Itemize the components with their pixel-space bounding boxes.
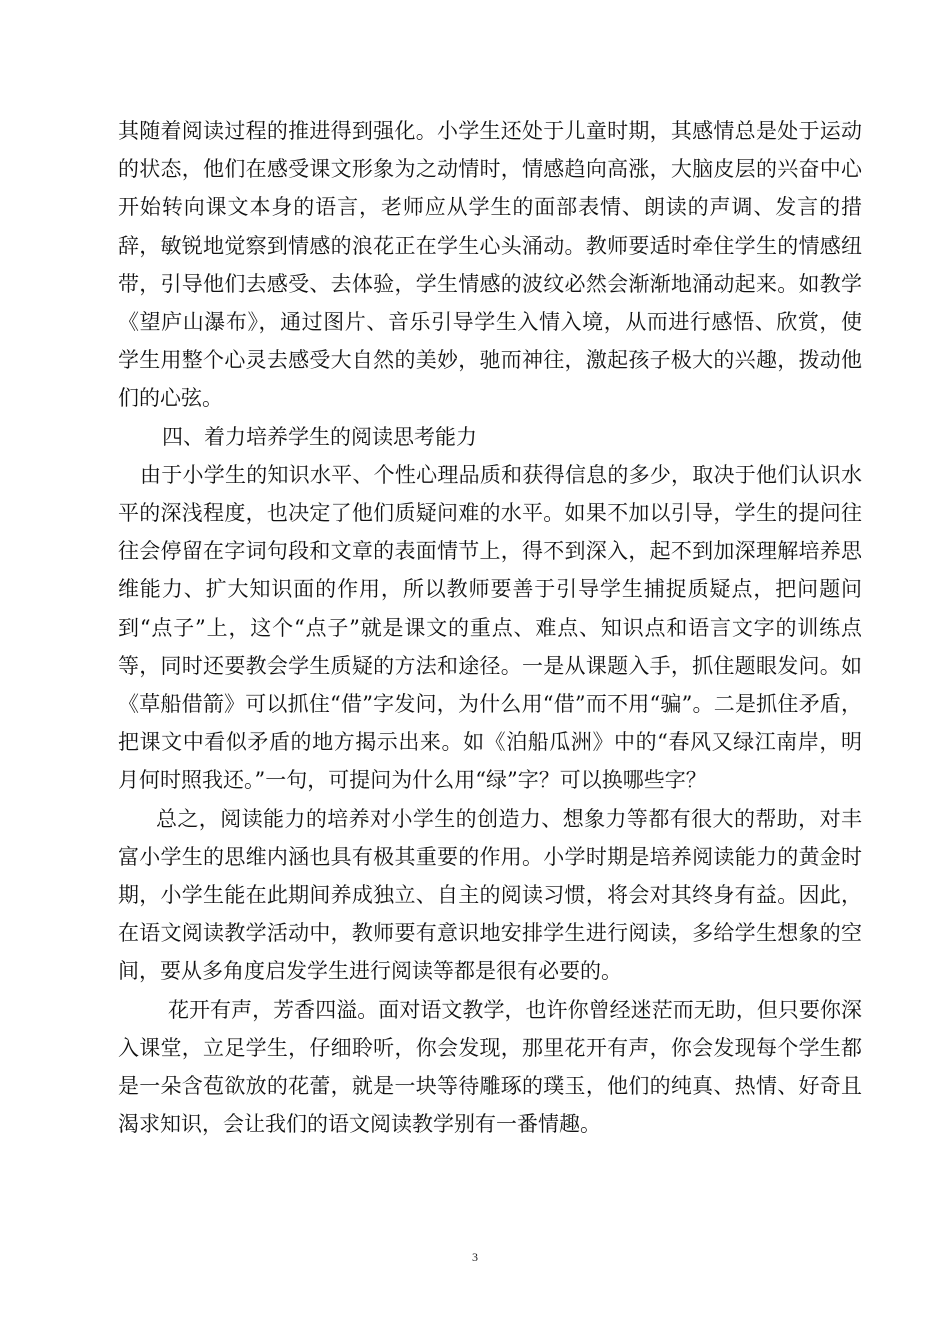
paragraph-closing: 花开有声，芳香四溢。面对语文教学，也许你曾经迷茫而无助，但只要你深入课堂，立足学生，仔细聆听，你会发现，那里花开有声，你会发现每个学生都是一朵含苞欲放的花蕾，就是一块等待雕琢的璞玉，他们的纯真、热情、好奇且渴求知识，会让我们的语文阅读教学别有一番情趣。 bbox=[118, 997, 862, 1137]
section-heading-four: 四、着力培养学生的阅读思考能力 bbox=[162, 424, 477, 449]
paragraph-conclusion: 总之，阅读能力的培养对小学生的创造力、想象力等都有很大的帮助，对丰富小学生的思维内涵也具有极其重要的作用。小学时期是培养阅读能力的黄金时期，小学生能在此期间养成独立、自主的阅读习惯，将会对其终身有益。因此，在语文阅读教学活动中，教师要有意识地安排学生进行阅读，多给学生想象的空间，要从多角度启发学生进行阅读等都是很有必要的。 bbox=[118, 806, 862, 984]
document-body bbox=[118, 112, 862, 1143]
paragraph-questioning-ability: 由于小学生的知识水平、个性心理品质和获得信息的多少，取决于他们认识水平的深浅程度，也决定了他们质疑问难的水平。如果不加以引导，学生的提问往往会停留在字词句段和文章的表面情节上，得不到深入，起不到加深理解培养思维能力、扩大知识面的作用，所以教师要善于引导学生捕捉质疑点，把问题问到“点子”上，这个“点子”就是课文的重点、难点、知识点和语言文字的训练点等，同时还要教会学生质疑的方法和途径。一是从课题入手，抓住题眼发问。如《草船借箭》可以抓住“借”字发问，为什么用“借”而不用“骗”。二是抓住矛盾，把课文中看似矛盾的地方揭示出来。如《泊船瓜洲》中的“春风又绿江南岸，明月何时照我还。”一句，可提问为什么用“绿”字？可以换哪些字？ bbox=[118, 462, 862, 793]
paragraph-emotion-continuation: 其随着阅读过程的推进得到强化。小学生还处于儿童时期，其感情总是处于运动的状态，他们在感受课文形象为之动情时，情感趋向高涨，大脑皮层的兴奋中心开始转向课文本身的语言，老师应从学生的面部表情、朗读的声调、发言的措辞，敏锐地觉察到情感的浪花正在学生心头涌动。教师要适时牵住学生的情感纽带，引导他们去感受、去体验，学生情感的波纹必然会渐渐地涌动起来。如教学《望庐山瀑布》，通过图片、音乐引导学生入情入境，从而进行感悟、欣赏，使学生用整个心灵去感受大自然的美妙，驰而神往，激起孩子极大的兴趣，拨动他们的心弦。 bbox=[118, 119, 862, 411]
page-number: 3 bbox=[472, 1250, 478, 1264]
